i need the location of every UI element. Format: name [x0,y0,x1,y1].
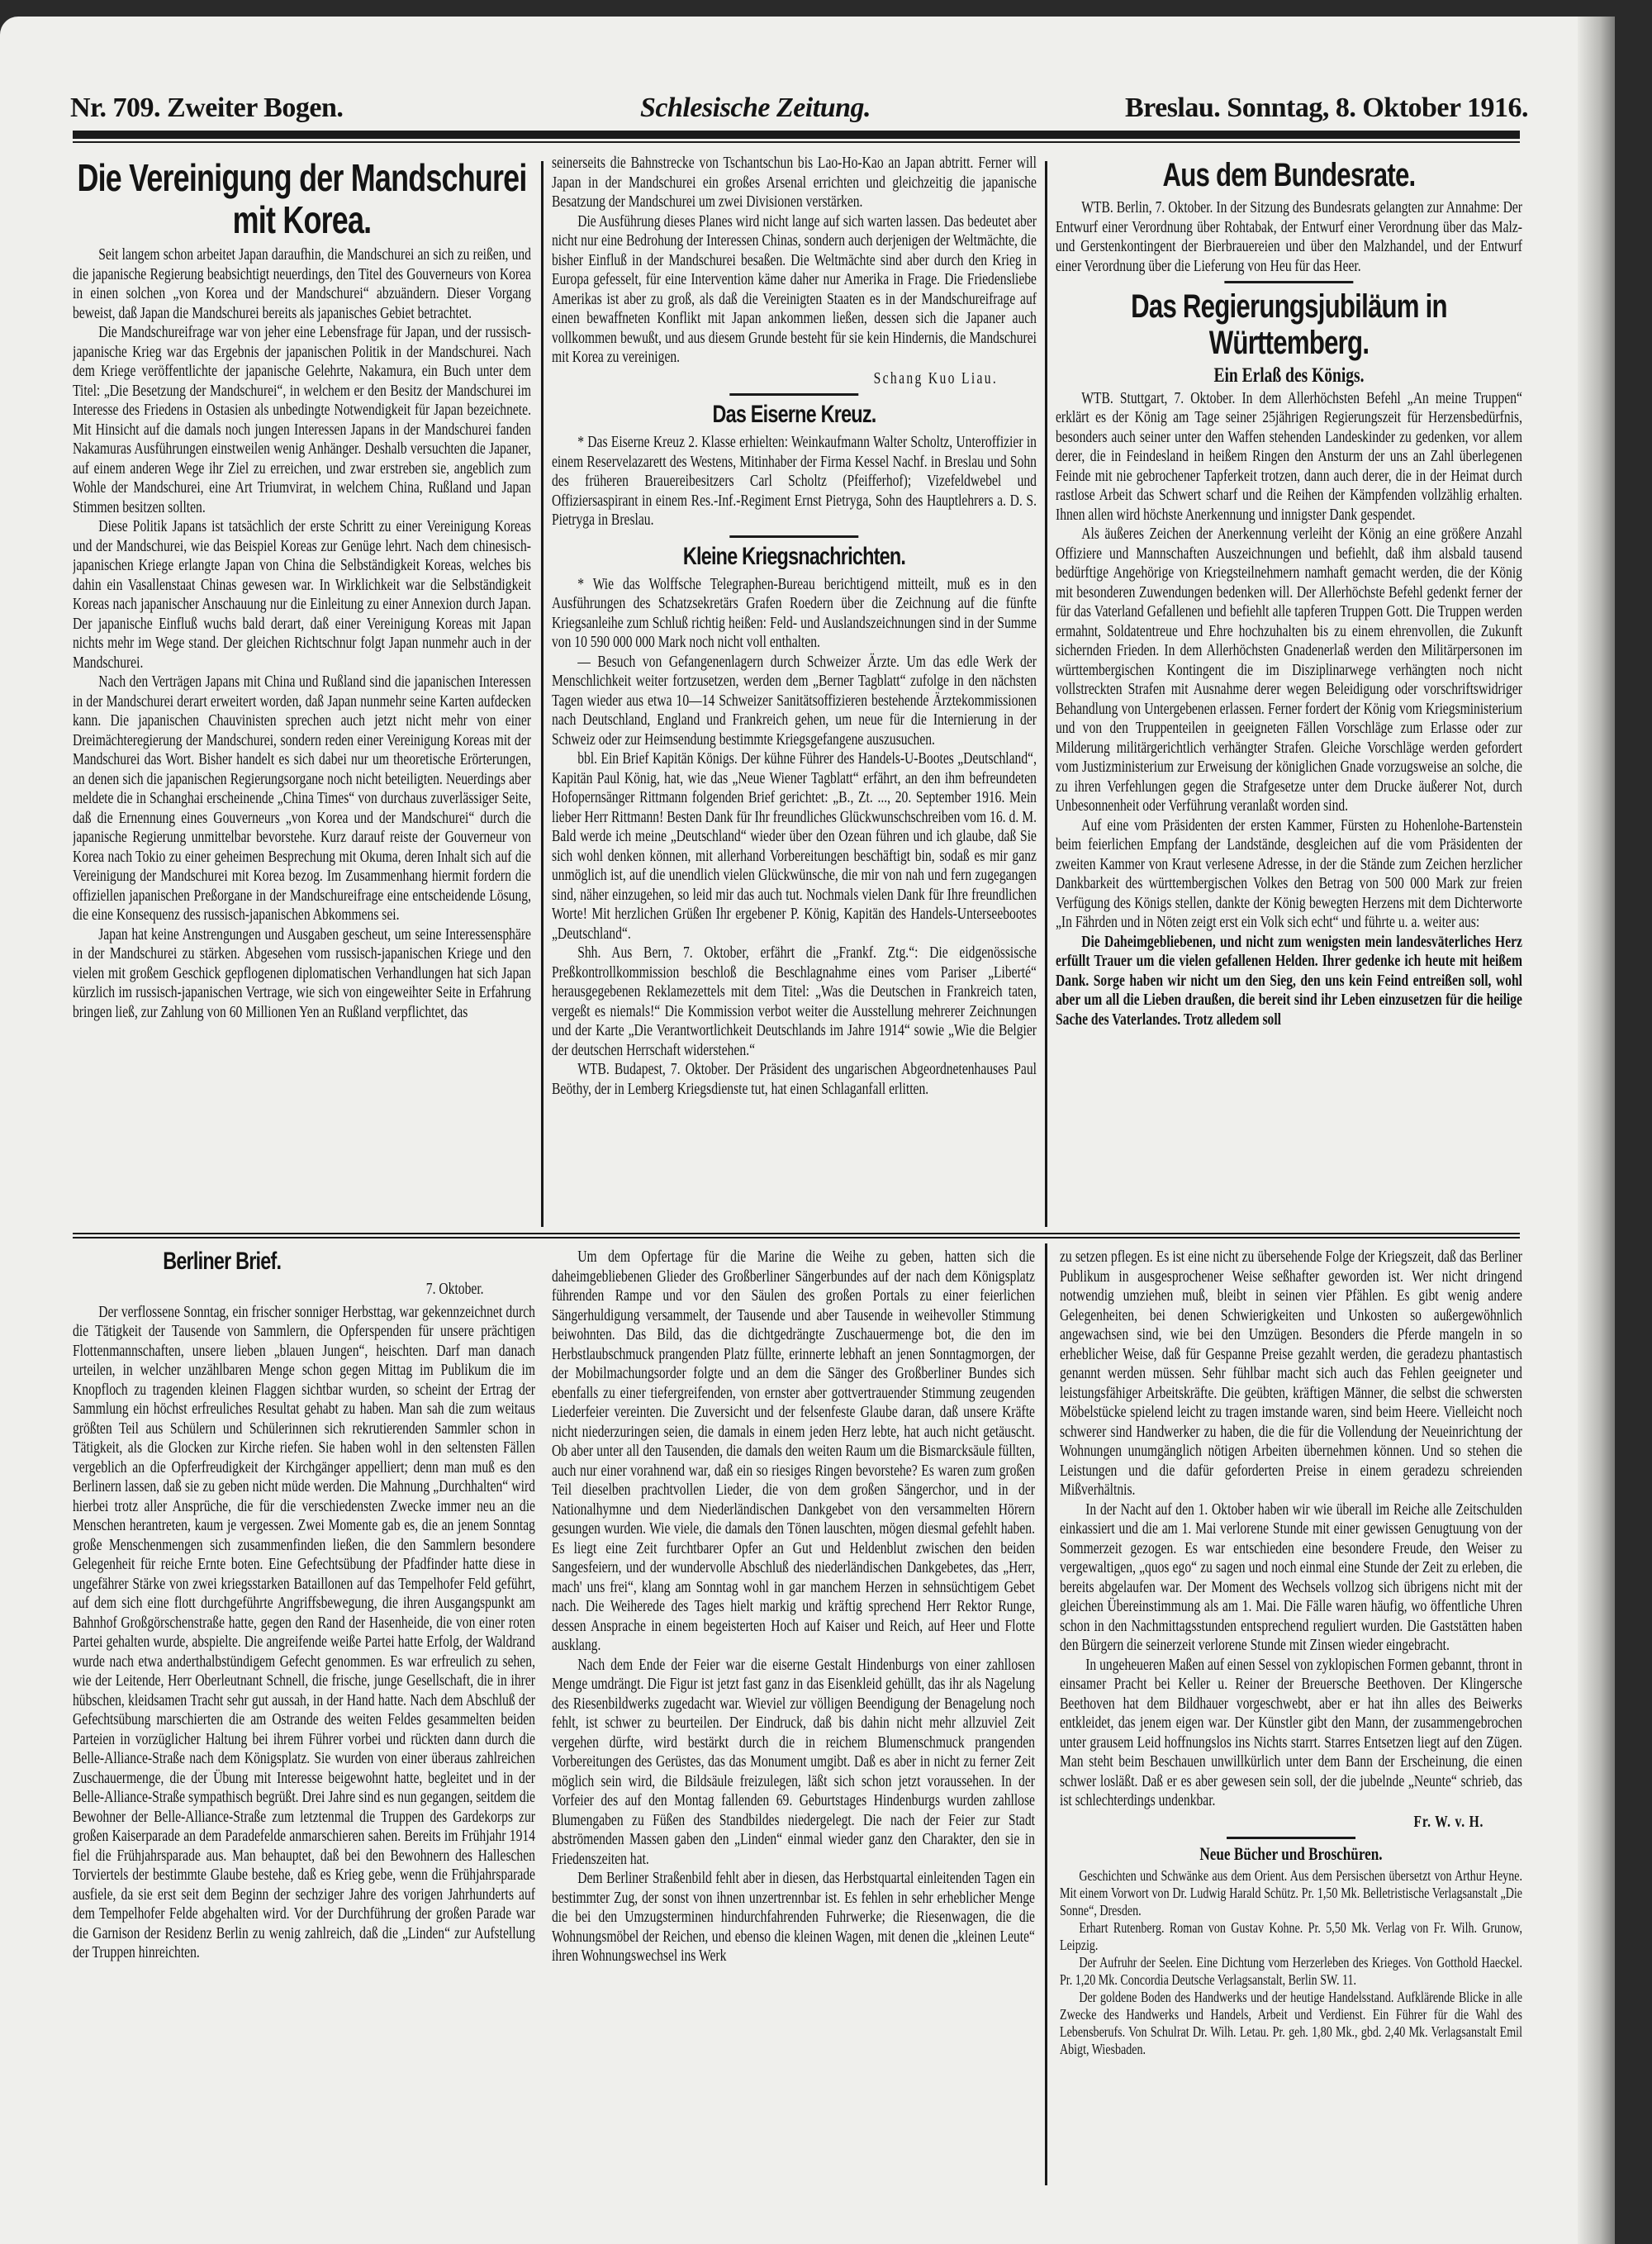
paragraph: Dem Berliner Straßenbild fehlt aber in diesen, das Herbstquartal einleitenden Tagen ein bestimmter Zug, der sonst von ihnen unzertrennbar ist. Es fehlen in sehr erheblicher Menge die bei den Umzugsterminen hindurchfahrenden Fuhrwerke; die Riesenwagen, die die Wohnungsmöbel der Reichen, und ebenso die kleinen Wagen, mit denen die „kleinen Leute“ ihren Wohnungswechsel ins Werk [552,1869,1035,1965]
paragraph: Japan hat keine Anstrengungen und Ausgaben gescheut, um seine Interessensphäre in der Mandschurei zu stärken. Abgesehen vom russisch-japanischen Kriege und den vielen mit großem Geschick gepflogenen diplomatischen Verhandlungen hat sich Japan kürzlich im russisch-japanischen Vertrage, wie sich von eingeweihter Seite in Erfahrung bringen ließ, zur Zahlung von 60 Millionen Yen an Rußland verpflichtet, das [73,925,531,1021]
middle-column-lower [552,1248,1035,2185]
paragraph: Die Ausführung dieses Planes wird nicht lange auf sich warten lassen. Das bedeutet aber nicht nur eine Bedrohung der Interessen Chinas, sondern auch derjenigen der Weltmächte, die bisher Einfluß in der Mandschurei besaßen. Die Weltmächte sind aber durch den Krieg in Europa gefesselt, für eine Intervention käme daher nur Amerika in Frage. Die Friedensliebe Amerikas ist aber zu groß, als daß die Vereinigten Staaten es in der Mandschureifrage auf einen bewaffneten Konflikt mit Japan ankommen ließen, dessen sich die Japaner auch vollkommen bewußt, und aus diesem Grunde besteht für sie kein Hindernis, die Mandschurei mit Korea zu vereinigen. [552,212,1037,366]
article-signature: Schang Kuo Liau. [873,368,999,387]
paragraph: zu setzen pflegen. Es ist eine nicht zu übersehende Folge der Kriegszeit, daß das Berliner Publikum in ausgesprochener Weise seßhafter geworden ist. Wer nicht dringend notwendig umziehen muß, bleibt in seinen vier Pfählen. Es gibt wenig andere Gelegenheiten, bei denen Schwierigkeiten und Unkosten so außergewöhnlich angewachsen sind, wie bei den Umzügen. Besonders die Pferde mangeln in so erheblicher Weise, daß für Gespanne Preise gezahlt werden, die geradezu phantastisch genannt werden müssen. Sehr fühlbar macht sich auch das Fehlen geeigneter und leistungsfähiger Arbeitskräfte. Die geübten, kräftigen Männer, die selbst die schwersten Möbelstücke spielend leicht zu tragen imstande waren, sind beim Heere. Vielleicht noch schwerer sind Handwerker zu haben, die die für die Vollendung der Neueinrichtung der Wohnungen unumgänglich nötigen Arbeiten übernehmen können. Und so stehen die Leistungen und die dafür geforderten Preise in einem geradezu schreienden Mißverhältnis. [1060,1248,1522,1499]
paragraph: WTB. Berlin, 7. Oktober. In der Sitzung des Bundesrats gelangten zur Annahme: Der Entwurf einer Verordnung über Rohtabak, der Entwurf einer Verordnung über das Malz- und Gerstenkontingent der Bierbrauereien und über den Malzhandel, und der Entwurf einer Verordnung über die Lieferung von Heu für das Heer. [1056,198,1522,275]
paragraph: * Wie das Wolffsche Telegraphen-Bureau berichtigend mitteilt, muß es in den Ausführungen des Schatzsekretärs Grafen Roedern über die Zeichnung auf die fünfte Kriegsanleihe zum Schluß richtig heißen: Feld- und Auslandszeichnungen sind in der Summe von 10 590 000 000 Mark noch nicht voll enthalten. [552,574,1037,651]
paragraph: Diese Politik Japans ist tatsächlich der erste Schritt zu einer Vereinigung Koreas und der Mandschurei, wie das Beispiel Koreas zur Genüge lehrt. Nach dem chinesisch-japanischen Kriege erlangte Japan von China die Selbständigkeit Koreas, welches bis dahin ein Vasallenstaat Chinas gewesen war. In Wirklichkeit war die Selbständigkeit Koreas nach japanischer Anschauung nur die Einleitung zu einer Annexion durch Japan. Der japanische Einfluß wuchs bald derart, daß einer Vereinigung Koreas mit Japan nichts mehr im Wege stand. Der gleichen Richtschnur folgt Japan nunmehr auch in der Mandschurei. [73,517,531,672]
wuerttemberg-headline: Das Regierungsjubiläum in Württemberg. [1131,288,1447,361]
newspaper-title: Schlesische Zeitung. [640,93,871,123]
paragraph: Um dem Opfertage für die Marine die Weihe zu geben, hatten sich die daheimgebliebenen Glieder des Großberliner Sängerbundes auf der nach dem Königsplatz führenden Rampe und vor den Säulen des großen Portals zu einer feierlichen Sängerhuldigung versammelt, der Tausende und aber Tausende in weihevoller Stimmung beiwohnten. Das Bild, das die dichtgedrängte Zuschauermenge bot, die den im Herbstlaubschmuck prangenden Platz füllte, erinnerte lebhaft an jenen Sonntagmorgen, der der Mobilmachungsorder folgte und an dem die Sänger des Großberliner Bundes sich ebenfalls zu einer tiefergreifenden, von ernster aber gottvertrauender Stimmung zeugenden Liederfeier vereinten. Die Zuversicht und der felsenfeste Glaube daran, daß unsere Kräfte nicht niederzuringen seien, die damals in einem jeden Herz lebte, hat auch nicht getäuscht. Ob aber unter all den Tausenden, die damals den weiten Raum um die Bismarcksäule füllten, auch nur einer vorahnend war, daß ein so riesiges Ringen bevorstehe? Es waren zum großen Teil dieselben prachtvollen Lieder, die von dem großen Sängerchor, und in der Nationalhymne und dem Niederländischen Dankgebet von den versammelten Hörern gesungen wurden. Wie viele, die damals den Tönen lauschten, mögen diesmal gefehlt haben. Es liegt eine Zeit furchtbarer Opfer an Gut und Heldenblut zwischen den beiden Sangesfeiern, und der wundervolle Abschluß des niederländischen Dankgebetes, das „Herr, mach' uns frei“, klang am Sonntag wohl in gar manchem Herzen in sehnsüchtigem Gebet nach. Die Weiherede des Tages hielt markig und kräftig sprechend Herr Rektor Runge, dessen Ansprache in einem begeisterten Hoch auf Kaiser und Reich, auf Heer und Flotte ausklang. [552,1248,1035,1654]
paragraph: Der verflossene Sonntag, ein frischer sonniger Herbsttag, war gekennzeichnet durch die Tätigkeit der Tausende von Sammlern, die Opferspenden für unsere prächtigen Flottenmannschaften, unsere lieben „blauen Jungen“, heischten. Darf man danach urteilen, in welcher unzählbaren Menge schon gegen Mittag im Publikum die im Knopfloch zu tragenden kleinen Flaggen sichtbar wurden, so scheint der Ertrag der Sammlung ein höchst erfreuliches Resultat gehabt zu haben. Man sah die zum weitaus größten Teil aus Schülern und Schülerinnen sich rekrutierenden Sammler schon in Tätigkeit, als die Glocken zur Kirche riefen. Sie haben wohl in den seltensten Fällen vergeblich an die Opferfreudigkeit der Kirchgänger appelliert; denn man muß es den Berlinern lassen, daß sie zu geben nicht müde werden. Die Mahnung „Durchhalten“ wird hierbei trotz aller Ansprüche, die für die verschiedensten Zwecke immer neu an die Menschen herantreten, kaum je vergessen. Zwei Momente gab es, die an jenem Sonntag große Menschenmengen sich zusammenfinden ließen, die den Sammlern besondere Gelegenheit für reiche Ernte boten. Eine Gefechtsübung der Pfadfinder hatte diese in ungefährer Stärke von zwei kriegsstarken Bataillonen auf das Tempelhofer Feld geführt, auf dem sich eine flott durchgeführte Angriffsbewegung, die ihren Ausgangspunkt am Bahnhof Großgörschenstraße hatte, gegen den Rand der Hasenheide, die von einer roten Partei gehalten wurde, abspielte. Die angreifende weiße Partei hatte Erfolg, der Waldrand wurde nach etwa anderthalbstündigem Gefecht genommen. Es war erfreulich zu sehen, wie der Leitende, Herr Oberleutnant Schnell, die frische, junge Gesellschaft, die in ihrer hübschen, kleidsamen Tracht sehr gut aussah, in der Hand hatte. Nach dem Abschluß der Gefechtsübung marschierten die am Ostrande des weiten Feldes gesammelten beiden Parteien in vorzüglicher Haltung bei ihrem Führer vorbei und rückten dann durch die Belle-Alliance-Straße nach dem Königsplatz. Sie wurden von einer überaus zahlreichen Zuschauermenge, die der Übung mit Interesse beigewohnt hatte, begleitet und in der Belle-Alliance-Straße sympathisch begrüßt. Drei Jahre sind es nun gegangen, seitdem die Bewohner der Belle-Alliance-Straße zum letztenmal die Truppen des Gardekorps zur großen Kaiserparade an dem Paradefelde anmarschieren sahen. Bereits im Frühjahr 1914 fiel die Frühjahrsparade aus. Man behauptet, daß bei den Bewohnern des Halleschen Torviertels der bestimmte Glaube bestehe, daß es Krieg gebe, wenn die Frühjahrsparade ausfiele, da sie erst seit dem Beginn der sechziger Jahre des vorigen Jahrhunderts auf dem Tempelhofer Felde abgehalten wird. Vor der Durchführung der großen Parade war die Garnison der Residenz Berlin zu wenig zahlreich, daß die „Linden“ zur Aufstellung der Truppen hinreichten. [73,1302,535,1961]
berlin-letter-headline: Berliner Brief. [163,1248,282,1275]
paragraph: Nach dem Ende der Feier war die eiserne Gestalt Hindenburgs von einer zahllosen Menge umdrängt. Die Figur ist jetzt fast ganz in das Eisenkleid gehüllt, das ihr als Nagelung des Riesenbildwerks zugedacht war. Wieviel zur völligen Beendigung der Benagelung noch fehlt, ist schwer zu beurteilen. Der Eindruck, daß bis dahin nicht mehr allzuviel Zeit vergehen dürfte, wird bestärkt durch die in reichem Blumenschmuck prangenden Vorbereitungen des Gerüstes, das das Monument umgibt. Daß es aber in nicht zu ferner Zeit möglich sein wird, die Bildsäule freizulegen, läßt sich schon jetzt voraussehen. In der Vorfeier des auf den Montag fallenden 69. Geburtstages Hindenburgs wurden zahllose Blumengaben zu Füßen des Standbildes niedergelegt. Die nach der Feier zur Stadt abströmenden Massen gaben den „Linden“ einmal wieder ganz den Charakter, den sie in Friedenszeiten hat. [552,1655,1035,1868]
article-berlin-letter [73,1248,535,2185]
paragraph: Auf eine vom Präsidenten der ersten Kammer, Fürsten zu Hohenlohe-Bartenstein beim feierlichen Empfang der Landstände, desgleichen auf die vom Präsidenten der zweiten Kammer von Kraut verlesene Adresse, in der die Stände zum Zeichen herzlicher Dankbarkeit des württembergischen Volkes den Betrag von 500 000 Mark zur freien Verfügung des Königs stellen, dankte der König bewegten Herzens mit dem Dichterworte „In Fährden und in Nöten zeigt erst ein Volk sich echt“ und führte u. a. weiter aus: [1056,815,1522,931]
article-headline: Die Vereinigung der Mandschurei mit Korea. [77,157,527,241]
bundesrat-headline: Aus dem Bundesrate. [1162,157,1416,193]
middle-column-upper [552,154,1037,1229]
paragraph: In ungeheueren Maßen auf einen Sessel von zyklopischen Formen gebannt, thront in einsamer Pracht bei Keller u. Reiner der Breuersche Beethoven. Der Klingersche Beethoven hat dem Bildhauer vorgeschwebt, aber er hat ihn alles des Beiwerks entkleidet, das jenem eigen war. Der Künstler gibt den Mann, der zusammengebrochen unter grausem Leid hoffnungslos ins Nichts starrt. Starres Entsetzen liegt auf den Zügen. Man steht beim Beschauen unwillkürlich unter dem Bann der Erscheinung, die einen schwer losläßt. Daß er es aber gewesen sein soll, der die jubelnde „Neunte“ schrieb, das ist schlechterdings undenkbar. [1060,1655,1522,1809]
right-column-upper [1056,157,1522,1229]
masthead-rule [73,131,1520,139]
issue-number: Nr. 709. Zweiter Bogen. [70,93,344,123]
masthead-rule-thin [73,141,1520,143]
column-divider [1045,1243,1047,2185]
paragraph: — Besuch von Gefangenenlagern durch Schweizer Ärzte. Um das edle Werk der Menschlichkeit weiter fortzusetzen, werden dem „Berner Tagblatt“ zufolge in den nächsten Tagen wieder aus etwa 10—14 Schweizer Sanitätsoffizieren bestehende Ärztekommissionen nach Deutschland, England und Frankreich gehen, um neue für die Internierung in der Schweiz oder zur Heimsendung bestimmte Kriegsgefangene auszusuchen. [552,652,1037,749]
page-edge-shadow [1578,17,1615,2244]
paragraph: seinerseits die Bahnstrecke von Tschantschun bis Lao-Ho-Kao an Japan abtritt. Ferner will Japan in der Mandschurei ein großes Arsenal errichten und gleichzeitig die japanische Besatzung der Mandschurei um zwei Divisionen verstärken. [552,154,1037,211]
separator [729,393,858,396]
paragraph: Die Daheimgebliebenen, und nicht zum wenigsten mein landesväterliches Herz erfüllt Trauer um die vielen gefallenen Helden. Ihrer gedenke ich heute mit heißem Dank. Sorge haben wir nicht um den Sieg, den uns kein Feind entreißen soll, wohl aber um all die Lieben draußen, die bereit sind ihr Leben einzusetzen für die heilige Sache des Vaterlandes. Trotz alledem soll [1056,932,1522,1029]
paragraph: Als äußeres Zeichen der Anerkennung verleiht der König an eine größere Anzahl Offiziere und Mannschaften Auszeichnungen und befiehlt, daß ihm alsbald tausend bedürftige Angehörige von Kriegsteilnehmern namhaft gemacht werden, die der König mit besonderen Zuwendungen bedenken will. Der Allerhöchste Befehl gedenkt ferner der für das Vaterland Gefallenen und befiehlt alle tapferen Truppen Gott. Die Truppen werden ermahnt, Soldatentreue und Ehre hochzuhalten bis zu einem ehrenvollen, die Zukunft sichernden Frieden. In dem Allerhöchsten Gnadenerlaß werden den Militärpersonen im württembergischen Kontingent die im Disziplinarwege verhängten noch nicht vollstreckten Strafen mit Ausnahme derer wegen Beleidigung oder vorschriftswidriger Behandlung von Untergebenen erlassen. Ferner fordert der König vom Kriegsministerium und von den Truppenteilen in geeigneten Fällen Vorschläge zum Erlasse oder zur Milderung militärgerichtlich verhängter Strafen. Gleiche Vorschläge werden gefordert vom Justizministerium zur Erweisung der königlichen Gnade vorzugsweise an solche, die zu ihren Verfehlungen gegen die Strafgesetze unter dem Drucke äußerer Not, durch Unbesonnenheit oder Verführung veranlaßt worden sind. [1056,525,1522,815]
paragraph: WTB. Budapest, 7. Oktober. Der Präsident des ungarischen Abgeordnetenhauses Paul Beöthy, der in Lemberg Kriegsdienste tut, hat einen Schlaganfall erlitten. [552,1060,1037,1098]
books-headline: Neue Bücher und Broschüren. [1199,1843,1383,1864]
separator [1224,281,1353,283]
paragraph: Seit langem schon arbeitet Japan daraufhin, die Mandschurei an sich zu reißen, und die japanische Regierung beabsichtigt neuerdings, den Titel des Gouverneurs von Korea in einen solchen „von Korea und der Mandschurei“ abzuändern. Dieser Vorgang beweist, daß Japan die Mandschurei bereits als japanisches Gebiet betrachtet. [73,245,531,322]
paragraph: Shh. Aus Bern, 7. Oktober, erfährt die „Frankf. Ztg.“: Die eidgenössische Preßkontrollkommission beschloß die Beschlagnahme eines vom Pariser „Liberté“ herausgegebenen Reklamezettels mit dem Titel: „Was die Deutschen in Frankreich taten, vergeßt es niemals!“ Die Kommission verbot weiter die Ausstellung mehrerer Zeichnungen und der Karte „Die Verantwortlichkeit Deutschlands im Jahre 1914“ sowie „Wie die Belgier der deutschen Herrschaft widerstehen.“ [552,944,1037,1059]
books-list [1060,1867,1522,2058]
paragraph: In der Nacht auf den 1. Oktober haben wir wie überall im Reiche alle Zeitschulden einkassiert und die am 1. Mai verlorene Stunde mit einer gewissen Genugtuung von der Sommerzeit gezogen. Es war entschieden eine besondere Freude, den Weiser zu vergewaltigen, „quos ego“ zu sagen und noch einmal eine Stunde der Zeit zu erleben, die bereits abgelaufen war. Der Moment des Wechsels vollzog sich übrigens nicht mit der gleichen Übereinstimmung als am 1. Mai. Die Fälle waren häufig, wo öffentliche Uhren schon in den Nachmittagsstunden entsprechend reguliert wurden. Die Gaststätten haben den Bürgern die seinerzeit verlorene Stunde mit Zinsen wieder eingebracht. [1060,1500,1522,1654]
separator [1227,1837,1355,1839]
separator [729,535,858,538]
column-divider [1045,161,1047,1227]
section-divider [73,1237,1520,1238]
book-entry: Der goldene Boden des Handwerks und der heutige Handelsstand. Aufklärende Blicke in alle Zwecke des Handwerks und Handels, Arbeit und Verdienst. Ein Führer für die Wahl des Lebensberufs. Von Schulrat Dr. Wilh. Letau. Pr. geh. 1,80 Mk., gbd. 2,40 Mk. Verlagsanstalt Emil Abigt, Wiesbaden. [1060,1988,1522,2057]
place-date: Breslau. Sonntag, 8. Oktober 1916. [1124,93,1528,123]
paragraph: Nach den Verträgen Japans mit China und Rußland sind die japanischen Interessen in der Mandschurei derart erweitert worden, daß Japan nunmehr seine Karten aufdecken kann. Die japanischen Chauvinisten sprechen auch jetzt nicht mehr von einer Dreimächteregierung der Mandschurei, sondern reden einer Vereinigung Koreas mit der Mandschurei das Wort. Bisher handelt es sich dabei nur um theoretische Erörterungen, an denen sich die japanischen Regierungsorgane noch nicht beteiligten. Neuerdings aber meldete die in Schanghai erscheinende „China Times“ von durchaus zuverlässiger Seite, daß die Ernennung eines Gouverneurs „von Korea und der Mandschurei“ durch die japanische Regierung unmittelbar bevorstehe. Kurz darauf reiste der Gouverneur von Korea nach Tokio zu einer geheimen Besprechung mit Okuma, deren Inhalt sich auf die Vereinigung der Mandschurei mit Korea bezog. Im Zusammenhang hiermit fordern die offiziellen japanischen Preßorgane in der Mandschureifrage eine entscheidende Lösung, die eine Konsequenz des russisch-japanischen Abkommens sei. [73,673,531,925]
paragraph: bbl. Ein Brief Kapitän Königs. Der kühne Führer des Handels-U-Bootes „Deutschland“, Kapitän Paul König, hat, wie das „Neue Wiener Tagblatt“ erfährt, an den ihm befreundeten Hofopernsänger Rittmann folgenden Brief gerichtet: „B., Zt. ..., 20. September 1916. Mein lieber Herr Rittmann! Besten Dank für Ihr freundliches Glückwunschschreiben vom 16. d. M. Bald werde ich meine „Deutschland“ wieder über den Ozean führen und ich glaube, daß Sie sich wohl denken können, mit allerhand Vorbereitungen beschäftigt bin, sodaß es mir ganz unmöglich ist, auf die unendlich vielen Glückwünsche, die mir von nah und fern zugegangen sind, näher einzugehen, so leid mir das auch tut. Nochmals vielen Dank für Ihre freundlichen Worte! Mit herzlichen Grüßen Ihr ergebener P. König, Kapitän des Handels-Unterseebootes „Deutschland“. [552,749,1037,943]
book-entry: Der Aufruhr der Seelen. Eine Dichtung vom Herzerleben des Krieges. Von Gotthold Haeckel. Pr. 1,20 Mk. Concordia Deutsche Verlagsanstalt, Berlin SW. 11. [1060,1953,1522,1988]
book-entry: Erhart Rutenberg. Roman von Gustav Kohne. Pr. 5,50 Mk. Verlag von Fr. Wilh. Grunow, Leipzig. [1060,1918,1522,1953]
paragraph: Die Mandschureifrage war von jeher eine Lebensfrage für Japan, und der russisch-japanische Krieg war das Ergebnis der japanischen Politik in der Mandschurei. Nach dem Kriege veröffentlichte der japanische Gelehrte, Nakamura, ein Buch unter dem Titel: „Die Besetzung der Mandschurei“, in welchem er den Besitz der Mandschurei im Interesse des Friedens in Ostasien als unbedingte Notwendigkeit für Japan bezeichnete. Mit Hinsicht auf die damals noch jungen Interessen Japans in der Mandschurei fanden Nakamuras Ausführungen einstweilen wenig Anhänger. Deshalb versuchten die Japaner, auf einem anderen Wege ihr Ziel zu erreichen, und zwar erstreben sie, angeblich zum Wohle der Mandschurei, eine Art Triumvirat, in welchem China, Rußland und Japan Stimmen besitzen sollten. [73,323,531,516]
column-divider [541,161,544,1227]
masthead [70,93,1528,134]
paragraph: * Das Eiserne Kreuz 2. Klasse erhielten: Weinkaufmann Walter Scholtz, Unteroffizier in einem Reservelazarett des Westens, Mitinhaber der Firma Kessel Nachf. in Breslau und Sohn des früheren Brauereibesitzers Carl Scholtz (Pfeifferhof); Vizefeldwebel und Offiziersaspirant in einem Res.-Inf.-Regiment Ernst Pietryga, Sohn des Hauptlehrers a. D. S. Pietryga in Breslau. [552,433,1037,529]
paragraph: WTB. Stuttgart, 7. Oktober. In dem Allerhöchsten Befehl „An meine Truppen“ erklärt es der König am Tage seiner 25jährigen Regierungszeit für Herzensbedürfnis, besonders auch seiner unter den Waffen stehenden Landeskinder zu gedenken, vor allem derer, die in Feindesland in heißem Ringen den Ansturm der uns an Zahl überlegenen Feinde mit nie gebrochener Tapferkeit trotzen, dann auch derer, die in der Heimat durch rastlose Arbeit das Schwert scharf und die Reihen der Kämpfenden vollzählig erhalten. Ihnen allen wird höchste Anerkennung und innigster Dank gespendet. [1056,388,1522,524]
article-signature: Fr. W. v. H. [1413,1812,1484,1831]
right-column-lower [1060,1248,1522,2189]
war-news-headline: Kleine Kriegsnachrichten. [682,542,906,570]
book-entry: Geschichten und Schwänke aus dem Orient. Aus dem Persischen übersetzt von Arthur Heyne. Mit einem Vorwort von Dr. Ludwig Harald Schütz. Pr. 1,50 Mk. Belletristische Verlagsanstalt „Die Sonne“, Dresden. [1060,1866,1522,1918]
wuerttemberg-subheadline: Ein Erlaß des Königs. [1213,364,1365,387]
berlin-letter-date: 7. Oktober. [425,1280,484,1298]
iron-cross-headline: Das Eiserne Kreuz. [712,401,876,428]
section-divider [73,1233,1520,1234]
article-manchuria [73,157,531,1229]
